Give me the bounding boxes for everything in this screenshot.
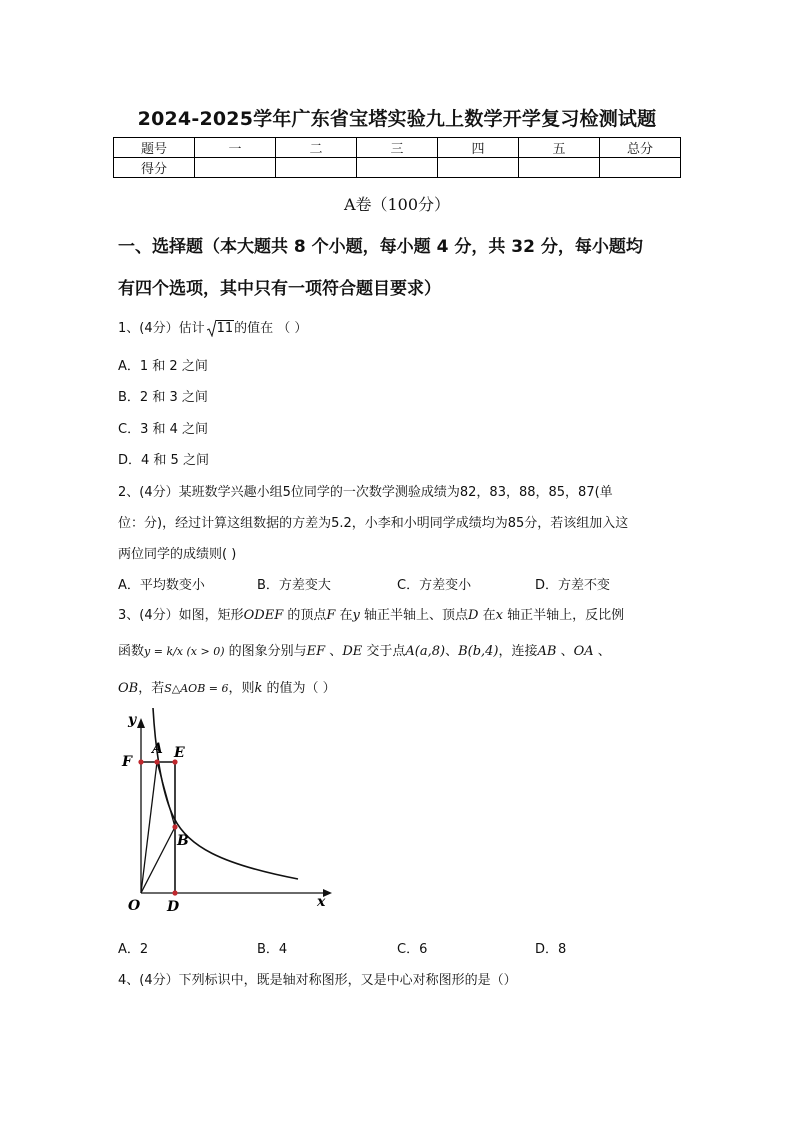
score-cell-empty: [195, 158, 276, 178]
score-cell-header: 总分: [600, 138, 681, 158]
q3-text: 交于点: [362, 644, 406, 659]
q1-option-d: D．4 和 5 之间: [118, 453, 209, 468]
radical-sign-icon: [207, 319, 216, 337]
q3-text: 在: [335, 608, 353, 623]
q3-option-d: D．8: [535, 942, 567, 957]
part-heading-line2: 有四个选项，其中只有一项符合题目要求）: [118, 279, 441, 299]
label-B: B: [177, 833, 189, 849]
question-1: [118, 317, 307, 336]
q3-text: 、: [556, 644, 574, 659]
score-cell-header: 三: [357, 138, 438, 158]
q3-math: AB: [537, 644, 557, 659]
label-E: E: [174, 745, 185, 761]
page-title: 2024-2025学年广东省宝塔实验九上数学开学复习检测试题: [137, 108, 657, 130]
q2-line2: 位：分)，经过计算这组数据的方差为5.2，小李和小明同学成绩均为85分，若该组加入这: [118, 516, 629, 531]
label-y: y: [128, 712, 137, 728]
q3-math: OB: [118, 681, 139, 696]
score-cell-empty: [357, 158, 438, 178]
q3-text: ，则: [228, 681, 255, 696]
q3-text: 轴正半轴上，反比例: [502, 608, 625, 623]
q3-text: 函数: [118, 644, 145, 659]
label-F: F: [122, 754, 132, 770]
q3-math: x: [495, 608, 503, 623]
q3-text: ，若: [138, 681, 165, 696]
q2-option-a: A．平均数变小: [118, 578, 205, 593]
point-D: [172, 890, 177, 895]
label-O: O: [128, 898, 141, 914]
q1-option-b: B．2 和 3 之间: [118, 390, 208, 405]
score-cell-header: 一: [195, 138, 276, 158]
q2-option-b: B．方差变大: [257, 578, 331, 593]
score-table-score-row: [114, 158, 681, 178]
q3-line2: [118, 640, 611, 659]
q3-text: ，连接: [498, 644, 538, 659]
q3-math: D: [468, 608, 479, 623]
q3-text: 在: [478, 608, 496, 623]
q3-option-c: C．6: [397, 942, 428, 957]
q3-text: 3、(4分）如图，矩形: [118, 608, 244, 623]
q2-option-d: D．方差不变: [535, 578, 611, 593]
point-A: [154, 759, 159, 764]
q3-area: S△AOB = 6: [164, 682, 229, 695]
q3-math: F: [326, 608, 336, 623]
label-D: D: [167, 899, 180, 915]
q3-text: 的值为（ ）: [262, 681, 336, 696]
score-cell-empty: [276, 158, 357, 178]
score-table: [113, 137, 681, 178]
question-4: 4、(4分）下列标识中，既是轴对称图形，又是中心对称图形的是（）: [118, 973, 517, 988]
q1-prefix: 1、(4分）估计: [118, 321, 205, 336]
score-row-label: 得分: [114, 158, 195, 178]
q1-suffix: 的值在 （ ）: [234, 321, 308, 336]
q1-option-c: C．3 和 4 之间: [118, 422, 209, 437]
score-table-header-row: [114, 138, 681, 158]
q3-text: 的顶点: [283, 608, 327, 623]
score-cell-empty: [519, 158, 600, 178]
q1-option-a: A．1 和 2 之间: [118, 359, 208, 374]
q2-line3: 两位同学的成绩则( ): [118, 547, 237, 562]
q3-formula: y = k/x (x > 0): [144, 645, 225, 658]
q1-radicand: 11: [216, 321, 234, 336]
score-cell-header: 五: [519, 138, 600, 158]
q3-option-a: A．2: [118, 942, 149, 957]
segment-OA: [141, 762, 157, 893]
point-B: [172, 824, 177, 829]
q2-line1: 2、(4分）某班数学兴趣小组5位同学的一次数学测验成绩为82，83，88，85，87(单: [118, 485, 613, 500]
y-axis-arrow-icon: [137, 718, 145, 728]
point-F: [138, 759, 143, 764]
segment-OB: [141, 827, 175, 893]
q3-math: ODEF: [243, 608, 284, 623]
q3-line1: [118, 604, 624, 623]
label-A: A: [152, 741, 163, 757]
score-cell-header: 二: [276, 138, 357, 158]
q3-text: 、: [445, 644, 459, 659]
score-cell-empty: [438, 158, 519, 178]
segment-AB: [157, 762, 175, 827]
q3-text: 的图象分别与: [224, 644, 307, 659]
sqrt-symbol: [207, 321, 235, 336]
q3-math: OA: [573, 644, 594, 659]
q3-text: 轴正半轴上、顶点: [359, 608, 469, 623]
q2-option-c: C．方差变小: [397, 578, 472, 593]
q3-math: k: [254, 681, 263, 696]
q3-math: A(a,8): [405, 644, 446, 659]
part-heading-line1: 一、选择题（本大题共 8 个小题，每小题 4 分，共 32 分，每小题均: [118, 237, 643, 257]
q3-math: EF: [306, 644, 326, 659]
q3-math: DE: [342, 644, 363, 659]
section-title: A卷（100分）: [343, 195, 451, 214]
label-x: x: [317, 894, 326, 910]
q3-math: B(b,4): [458, 644, 499, 659]
q3-line3: [118, 677, 336, 696]
q3-option-b: B．4: [257, 942, 288, 957]
score-cell-empty: [600, 158, 681, 178]
q3-text: 、: [593, 644, 611, 659]
score-cell-header: 四: [438, 138, 519, 158]
score-cell-header: 题号: [114, 138, 195, 158]
q3-figure: [110, 700, 340, 920]
q3-text: 、: [325, 644, 343, 659]
q3-math: y: [352, 608, 360, 623]
